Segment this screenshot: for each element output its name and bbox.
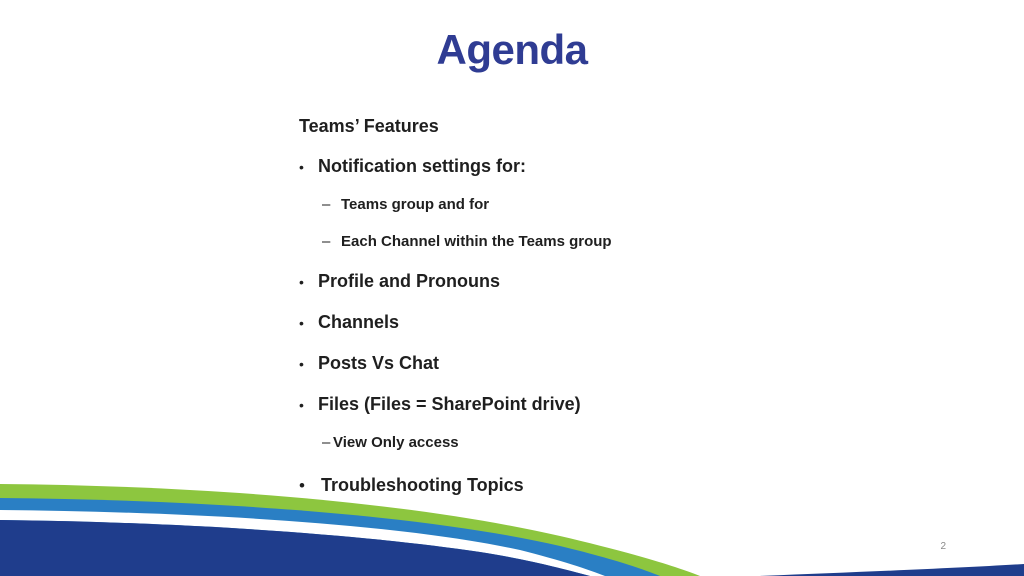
wave-blue-right bbox=[760, 564, 1024, 576]
sub-list-item-label: Teams group and for bbox=[341, 196, 490, 213]
dash-icon: – bbox=[322, 233, 331, 250]
dash-icon: – bbox=[322, 434, 331, 451]
footer-waves bbox=[0, 476, 1024, 576]
list-item-label: Files (Files = SharePoint drive) bbox=[318, 394, 581, 414]
sub-list-item-label: Each Channel within the Teams group bbox=[341, 233, 612, 250]
bullet-icon: • bbox=[299, 159, 304, 175]
list-item-label: Notification settings for: bbox=[318, 156, 526, 176]
list-item-label: Troubleshooting Topics bbox=[321, 475, 524, 495]
bullet-icon: • bbox=[299, 356, 304, 372]
bullet-icon: • bbox=[299, 274, 304, 290]
slide-title: Agenda bbox=[436, 26, 588, 73]
list-item-label: Channels bbox=[318, 312, 400, 332]
list-item bbox=[299, 394, 581, 415]
bullet-icon: • bbox=[299, 397, 304, 413]
list-item bbox=[299, 312, 399, 333]
agenda-heading: Teams’ Features bbox=[299, 116, 439, 136]
list-item bbox=[299, 156, 526, 177]
dash-icon: – bbox=[322, 196, 331, 213]
sub-list-item bbox=[322, 233, 612, 250]
sub-list-item bbox=[322, 196, 489, 213]
list-item bbox=[299, 353, 439, 374]
list-item-label: Profile and Pronouns bbox=[318, 271, 501, 291]
list-item bbox=[299, 271, 500, 292]
sub-list-item-label: View Only access bbox=[333, 434, 459, 451]
bullet-icon: • bbox=[299, 315, 304, 331]
page-number: 2 bbox=[940, 541, 946, 552]
list-item-label: Posts Vs Chat bbox=[318, 353, 440, 373]
bullet-icon: • bbox=[299, 476, 305, 495]
sub-list-item bbox=[322, 434, 459, 451]
